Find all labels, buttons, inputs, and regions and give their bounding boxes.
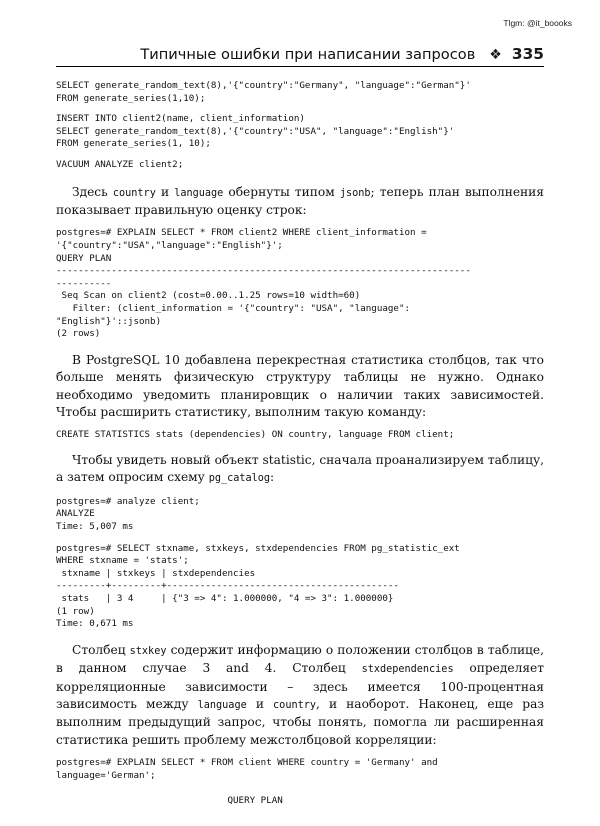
code-block-vacuum: VACUUM ANALYZE client2; bbox=[56, 158, 184, 170]
watermark: Tlgm: @it_boooks bbox=[503, 18, 572, 28]
code-block-insert-client2: INSERT INTO client2(name, client_information) SELECT generate_random_text(8),'{"country":"USA", "language":"English"}' FROM generate_series(1, 10); bbox=[56, 113, 455, 150]
paragraph-jsonb: Здесь country и language обернуты типом jsonb; теперь план выполнения показывает правильную оценку строк: bbox=[56, 184, 544, 217]
code-block-select-germany: SELECT generate_random_text(8),'{"country":"Germany", "language":"German"}' FROM generate_series(1,10); bbox=[56, 80, 471, 104]
ornament-icon: ❖ bbox=[489, 47, 502, 63]
chapter-title: Типичные ошибки при написании запросов bbox=[140, 46, 476, 63]
running-header bbox=[56, 41, 544, 67]
code-block-create-statistics: CREATE STATISTICS stats (dependencies) ON country, language FROM client; bbox=[56, 429, 455, 441]
paragraph-statistic-object: Чтобы увидеть новый объект statistic, сначала проанализируем таблицу, а затем опросим схему pg_catalog: bbox=[56, 452, 544, 485]
code-block-explain-client2: postgres=# EXPLAIN SELECT * FROM client2 WHERE client_information = '{"country":"USA","language":"English"}'; QUERY PLAN --------------------------------------------------------------------------- ---------- Seq Scan on client2 (cost=0.00..1.25 rows=10 width=60) Filter: (client_information = '{"country": "USA", "language": "English"}'::jsonb) (2 rows) bbox=[56, 227, 471, 340]
page-number: 335 bbox=[511, 45, 544, 63]
paragraph-stxkey: Столбец stxkey содержит информацию о положении столбцов в таблице, в данном случае 3 and 4. Столбец stxdependencies определяет корреляционные зависимости – здесь имеется 100-процентная зависимость между language и country, и наоборот. Наконец, еще раз выполним предыдущий запрос, чтобы понять, помогла ли расширенная статистика решить проблему межстолбцовой корреляции: bbox=[56, 642, 544, 747]
page-content bbox=[56, 80, 544, 808]
paragraph-postgresql10: В PostgreSQL 10 добавлена перекрестная статистика столбцов, так что больше менять физическую структуру таблицы не нужно. Однако необходимо уведомить планировщик о наличии таких зависимостей. Чтобы расширить статистику, выполним такую команду: bbox=[56, 352, 544, 419]
code-block-explain-client: postgres=# EXPLAIN SELECT * FROM client WHERE country = 'Germany' and language='German'; QUERY PLAN bbox=[56, 757, 438, 806]
code-block-select-stats: postgres=# SELECT stxname, stxkeys, stxdependencies FROM pg_statistic_ext WHERE stxname = 'stats'; stxname | stxkeys | stxdependencies ---------+---------+------------------------------------------ stats | 3 4 | {"3 => 4": 1.000000, "4 => 3": 1.000000} (1 row) Time: 0,671 ms bbox=[56, 542, 460, 630]
code-block-analyze: postgres=# analyze client; ANALYZE Time: 5,007 ms bbox=[56, 495, 200, 532]
